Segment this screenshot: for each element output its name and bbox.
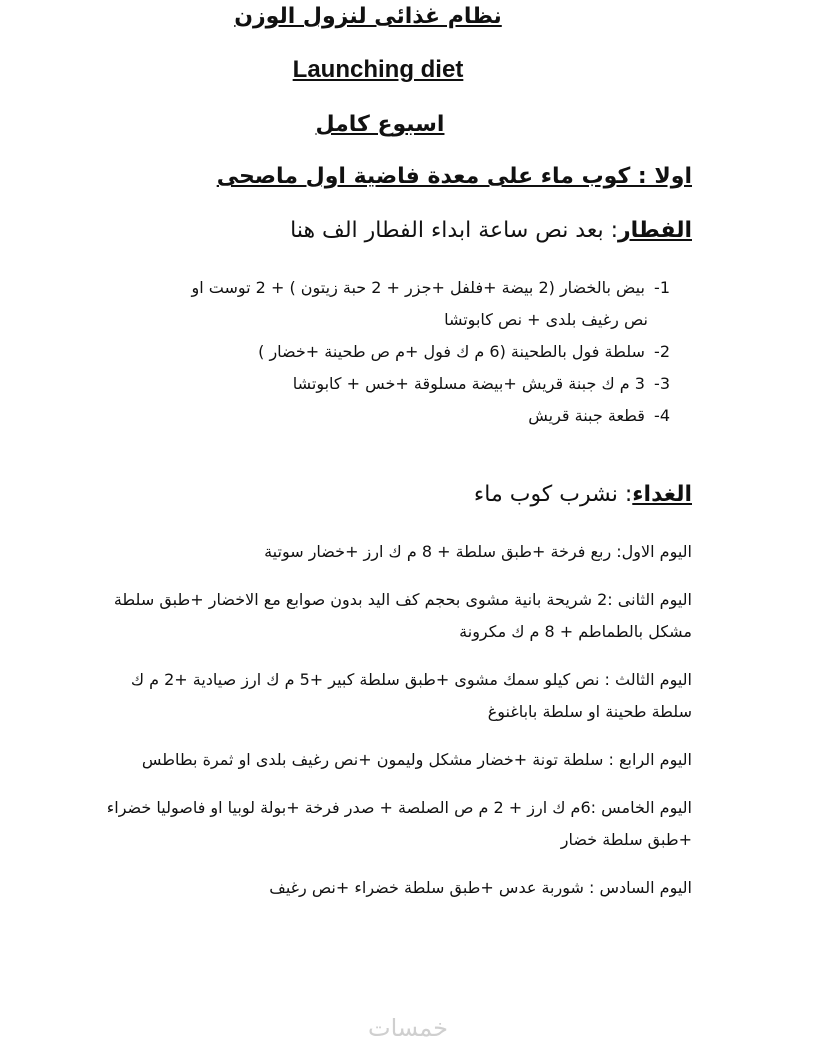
lunch-note: : نشرب كوب ماء — [473, 482, 633, 507]
item-number: 4- — [654, 406, 670, 425]
lunch-heading — [474, 482, 692, 507]
title-arabic: نظام غذائى لنزول الوزن — [234, 4, 502, 29]
day-entry: اليوم الثانى :2 شريحة بانية مشوى بحجم كف اليد بدون صوابع مع الاخضار +طبق سلطة مشكل بالطماطم + 8 م ك مكرونة — [113, 590, 692, 641]
item-text: سلطة فول بالطحينة (6 م ك فول +م ص طحينة +خضار ) — [258, 342, 645, 361]
first-instruction: اولا : كوب ماء على معدة فاضية اول ماصحى — [216, 164, 692, 189]
breakfast-note: : بعد نص ساعة ابداء الفطار الف هنا — [290, 218, 618, 243]
item-number: 2- — [654, 342, 670, 361]
item-number: 3- — [654, 374, 670, 393]
day-entry: اليوم الثالث : نص كيلو سمك مشوى +طبق سلطة كبير +5 م ك ارز صيادية +2 م ك سلطة طحينة او سلطة باباغنوغ — [130, 670, 692, 721]
item-text: 3 م ك جبنة قريش +بيضة مسلوقة +خس + كابوتشا — [292, 374, 645, 393]
list-item — [70, 400, 670, 432]
watermark-logo: خمسات — [367, 1014, 449, 1042]
breakfast-list — [70, 272, 670, 432]
day-entry: اليوم الرابع : سلطة تونة +خضار مشكل وليمون +نص رغيف بلدى او ثمرة بطاطس — [141, 750, 692, 769]
list-item — [70, 272, 670, 336]
lunch-label: الغداء — [632, 482, 692, 507]
day-entry: اليوم السادس : شوربة عدس +طبق سلطة خضراء +نص رغيف — [269, 878, 692, 897]
item-number: 1- — [654, 278, 670, 297]
breakfast-heading — [290, 218, 692, 243]
subtitle: اسبوع كامل — [315, 112, 445, 137]
list-item — [70, 336, 670, 368]
day-entry: اليوم الخامس :6م ك ارز + 2 م ص الصلصة + صدر فرخة +بولة لوبيا او فاصوليا خضراء +طبق سلطة خضار — [106, 798, 692, 849]
item-text: قطعة جبنة قريش — [528, 406, 645, 425]
item-text-continued: نص رغيف بلدى + نص كابوتشا — [444, 310, 648, 329]
title-english: Launching diet — [292, 56, 464, 83]
breakfast-label: الفطار — [618, 218, 692, 243]
lunch-list — [92, 536, 692, 920]
item-text: بيض بالخضار (2 بيضة +فلفل +جزر + 2 حبة زيتون ) + 2 توست او — [191, 278, 645, 297]
day-entry: اليوم الاول: ربع فرخة +طبق سلطة + 8 م ك ارز +خضار سوتية — [264, 542, 692, 561]
list-item — [70, 368, 670, 400]
